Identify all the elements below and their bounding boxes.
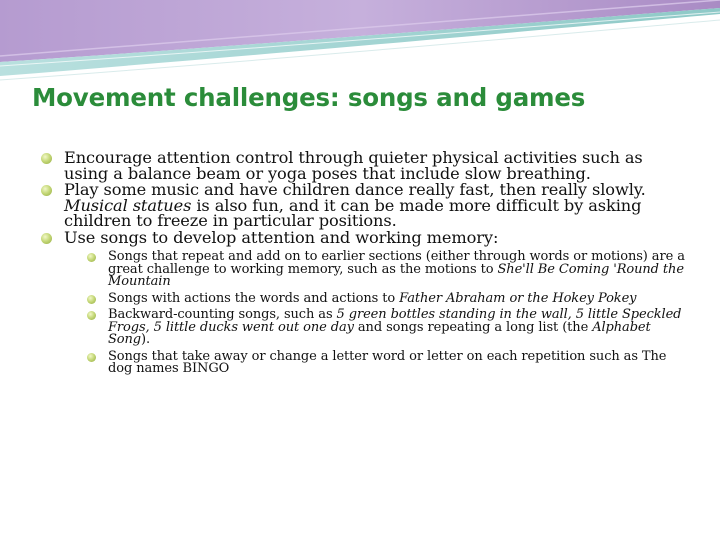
sub-bullet-item: Songs with actions the words and actions to Father Abraham or the Hokey Pokey [84,293,690,306]
sub-bullet-list [64,251,690,376]
slide-title: Movement challenges: songs and games [32,83,586,112]
bullet-item: Encourage attention control through quieter physical activities such as using a balance beam or yoga poses that include slow breathing. [38,150,690,181]
sub-bullet-item: Backward-counting songs, such as 5 green bottles standing in the wall, 5 little Speckled Frogs, 5 little ducks went out one day and songs repeating a long list (the Alphabet Song). [84,309,690,347]
bullet-item: Use songs to develop attention and working memory: Songs that repeat and add on to earlier sections (either through words or motions) are a great challenge to working memory, such as the motions to She'll Be Coming 'Round the Mountain Songs with actions the words and actions to Father Abraham or the Hokey Pokey Backward-counting songs, such as 5 green bottles standing in the wall, 5 little Speckled Frogs, 5 little ducks went out one day and songs repeating a long list (the Alphabet Song). Songs that take away or change a letter word or letter on each repetition such as The dog names BINGO [38,230,690,376]
sub-bullet-item: Songs that take away or change a letter word or letter on each repetition such as The dog names BINGO [84,351,690,376]
sub-bullet-item: Songs that repeat and add on to earlier sections (either through words or motions) are a great challenge to working memory, such as the motions to She'll Be Coming 'Round the Mountain [84,251,690,289]
bullet-list [38,150,690,380]
bullet-item: Play some music and have children dance really fast, then really slowly. Musical statues is also fun, and it can be made more difficult by asking children to freeze in particular positions. [38,182,690,229]
banner-purple-band [0,0,720,62]
decorative-banner [0,0,720,90]
